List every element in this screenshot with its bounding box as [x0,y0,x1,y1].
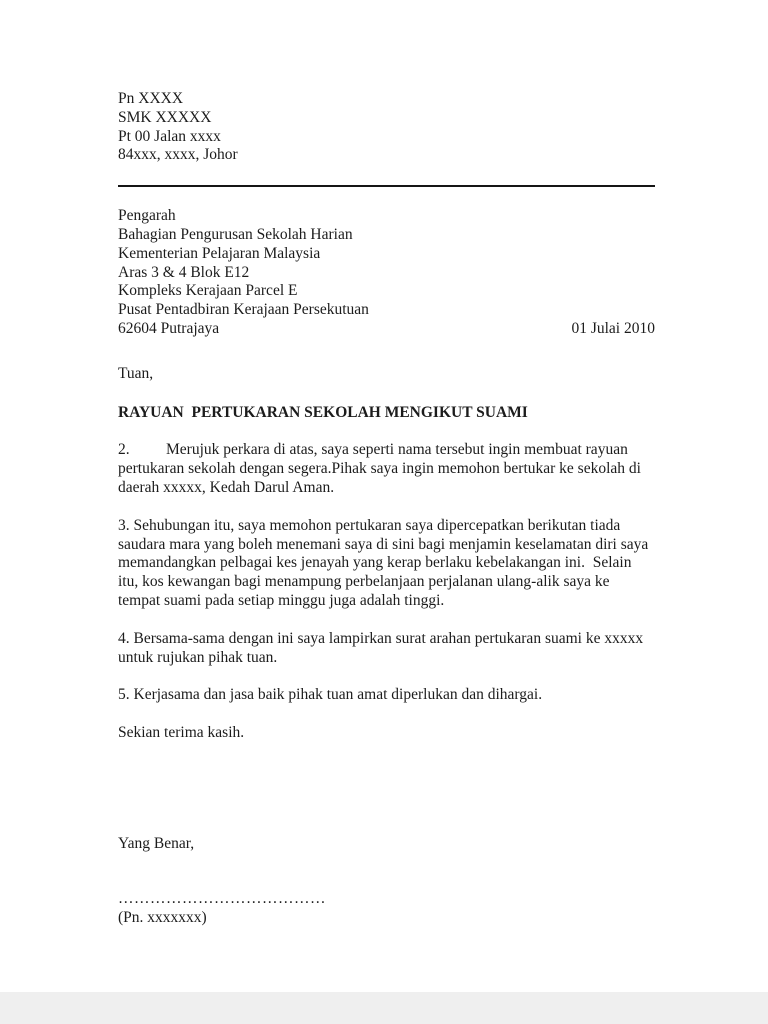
recipient-line: Aras 3 & 4 Blok E12 [118,263,250,281]
paragraph-2-text: Merujuk perkara di atas, saya seperti nama tersebut ingin membuat rayuan pertukaran sekolah dengan segera.Pihak saya ingin memohon bertukar ke sekolah di daerah xxxxx, Kedah Darul Aman. [118,441,645,496]
recipient-line: Bahagian Pengurusan Sekolah Harian [118,225,353,243]
recipient-line: Kompleks Kerajaan Parcel E [118,282,298,300]
sender-address [118,90,655,165]
recipient-city: 62604 Putrajaya [118,319,220,337]
recipient-line: Pusat Pentadbiran Kerajaan Persekutuan [118,301,369,319]
recipient-line: Pengarah [118,207,176,225]
sender-line: SMK XXXXX [118,108,212,126]
recipient-address [118,207,655,339]
signature-name: (Pn. xxxxxxx) [118,908,207,926]
paragraph-2 [118,441,655,497]
sender-line: Pt 00 Jalan xxxx [118,127,221,145]
page-bottom-strip [0,992,768,1024]
paragraph-2-number: 2. [118,441,130,459]
letter-content [118,90,655,927]
divider-line [118,185,655,187]
signoff-line: Yang Benar, [118,834,195,852]
paragraph-5: 5. Kerjasama dan jasa baik pihak tuan amat diperlukan dan dihargai. [118,686,543,704]
salutation: Tuan, [118,364,154,382]
signature-dotted-line: ………………………………… [118,889,326,907]
recipient-line: Kementerian Pelajaran Malaysia [118,244,321,262]
closing-line: Sekian terima kasih. [118,724,245,742]
paragraph-3: 3. Sehubungan itu, saya memohon pertukaran saya dipercepatkan berikutan tiada saudara mara yang boleh menemani saya di sini bagi menjamin keselamatan diri saya memandangkan pelbagai kes jenayah yang kerap berlaku kebelakangan ini. Selain itu, kos kewangan bagi menampung perbelanjaan perjalanan ulang-alik saya ke tempat suami pada setiap minggu juga adalah tinggi. [118,516,653,609]
paragraph-4: 4. Bersama-sama dengan ini saya lampirkan surat arahan pertukaran suami ke xxxxx untuk rujukan pihak tuan. [118,629,647,666]
letter-date: 01 Julai 2010 [571,319,655,337]
recipient-city-date-row [118,320,655,339]
subject-line: RAYUAN PERTUKARAN SEKOLAH MENGIKUT SUAMI [118,403,528,421]
sender-line: 84xxx, xxxx, Johor [118,146,238,164]
sender-line: Pn XXXX [118,90,184,107]
